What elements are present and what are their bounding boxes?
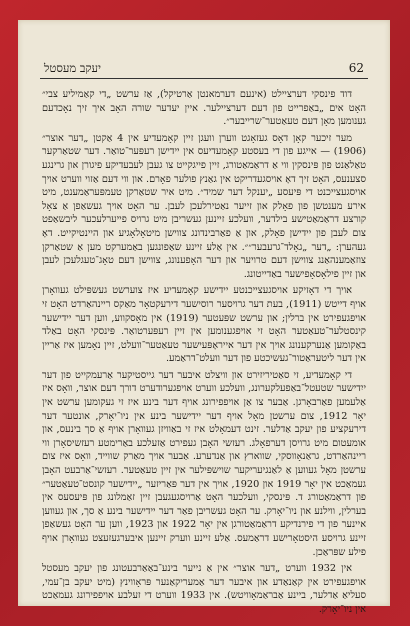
- paragraph-5: אין 1932 ווערט „דער אוצר״ אין אַ נייער בינע־באַאַרבעטונג פון יעקב מעסטל אויפגעפירט אין קאַנאַדע און איבער דער אַמעריקאַנער פּראָווינץ (מיט יעקב בן־עמי, סעליאַ אַדלער, ביינע אַבראַמאָוויטש). אין 1933 ווערט די זעלבע אויפפירונג געמאַכט אין ניו־יאָרק.: [42, 563, 366, 615]
- running-title: יעקב מעסטל: [44, 61, 102, 75]
- book-page: [18, 20, 390, 615]
- paragraph-4: די קאָמעדיע, זי סאַטיריזירט און וויצלט איבער דער גייסטיקער אַרעמקייט פון דער ייִדישער שטעטל־באַפעלקערונג, וועלכע ווערט אויפגערודערט דורך דעם אוצר, וואָס איז אַלעמען פאַרבאָרגן. אַבער צו אַן אויפפירונג אויף דער בינע איז זי געקומען ערשט אין יאָר 1912, צום ערשטן מאָל אויף דער יידישער בינע אין ניו־יאָרק, אונטער דער דירעקציע פון יעקב אַדלער. זינט דעמאָלט איז זי באַוויזן געוואָרן אויף אַ סך בינעס, און אומעטום מיט גרויסן דערפאָלג. רעזשי האָבן געפירט אַזעלכע באַרימטע רעזשיסאָרן ווי ריינהאַרדט, גראַנאָווסקי, שווארץ און אַנדערע. אַבער אויך מאַרק שווייד, וואָס איז צום ערשטן מאָל געווען אַ לאַנגיעריקער שוישפּילער אין זיין טעאַטער. רעזשי־אַרבעט האָבן געמאַכט אין יאָר 1919 און 1920, אויך אין דער פּאַריזער „יידישער קונסט־טעאַטער״ פון דראַמאַטורג ד. פּינסקי, וועלכער האָט אַרויסגעגעבן זיין זאַמלונג פון פּיעסעס אין בערלין, ווילנע און ניו־יאָרק. ער האָט געשריבן פאַר דער יידישער בינע אַ סך, און געווען איינער פון די פירנדיקע דראַמאַטורגן אין יאָר 1922 און 1923, ווען ער האָט געשאַפן זיינע גרויסע היסטאָרישע דראַמעס. אַלע זיינע ווערק זיינען איבערגעזעצט געוואָרן אויף פילע שפּראַכן.: [42, 369, 367, 558]
- paragraph-2: מער זיכער קאָן דאָס געזאָגט ווערן וועגן זיין קאָמעדיע אין 4 אַקטן „דער אוצר״ (1906) — אייגע פון די בעסטע קאָמעדיעס אין יידישן רעפּער־טואַר. דער שטאַרקער טאַלאַנט פון פּינסקין ווי אַ דראַמאַטורג, זיין פייגקייט צו געבן לעבעדיקע פיגורן און גרינגע סצענעס, האָט זיך דאָ אויסגעדריקט אין גאַנץ פולער פאָרם. און ווי דעם אַזוי ווערט אויך אויסגעצייכנט די פּיעסע „יענקל דער שמיד״. מיט איר שטאַרקן טעמפּעראַמענט, מיט אירע מענטשן פון פאָלק און זייער נאַטירלעכן לעבן. ער האָט אויך געשאַפן אַ צאָל קורצע דראַמאַטישע בילדער, וועלכע זיינען געשריבן מיט גרויס פייערלעכער ליבשאַפט צום לעבן פון יידישן פאָלק, און אַ פאַרבינדונג צווישן מיטאָלאָגיע און היינטיקייט. דאָ געהערן: „דער „גאָלד־גרעבער״״. אין אַלע זיינע שאַפונגען באַמערקט מען אַ שטאַרקן צוזאַמענהאַנג צווישן דעם טרויער און דער האָפענונג, צווישן דעם טאָג־טעגלעכן לעבן און זיין פילאָסאָפישער באַדייטונג.: [42, 132, 366, 280]
- page-body-text: [42, 88, 367, 615]
- paragraph-1: דוד פינסקי דערציילט (אינעם דערמאנטן אַרטיקל), אַז ערשט „די קאַמיליע צבי״ האָט אים „באַפרייט פון דעם דערציילער. איין יעדער שורה האָב איך זיך נאָכדעם גענומען מאָן דעם טעאַטער־שרייבער״.: [42, 89, 366, 128]
- paragraph-3: אויך די דאָזיקע אויסגעצייכנטע יידישע קאָמעדיע איז צוערשט געשפּילט געוואָרן אויף דייטש (1911), בעת דער גרויסער רוסישער דירעקטאָר מאַקס ריינהאַרדט האָט זי אויפגעפירט אין ברלין; און ערשט שפּעטער (1919) אין מאָסקווע, ווען דער יידישער קינסטלער־טעאַטער האָט זי אויפגענומען אין זיין רעפּערטואַר. פּינסקי האָט באַלד באַקומען אַנערקענונג אויך אין דער אייראָפּעישער טעאַטער־וועלט, זיין נאָמען איז אַריין אין דער ליטעראַטור־געשיכטע פון דער וועלט־דראַמע.: [42, 285, 366, 365]
- page-header: [40, 60, 368, 79]
- page-number: 62: [348, 61, 364, 75]
